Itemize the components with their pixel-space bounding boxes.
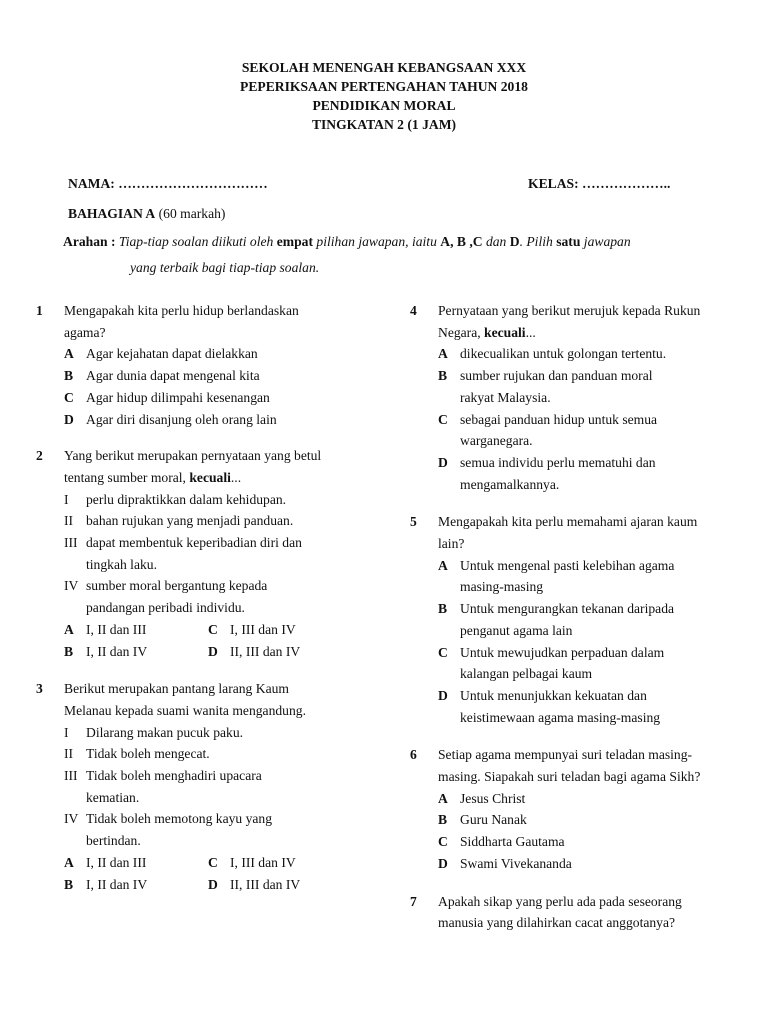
option-d: D Untuk menunjukkan kekuatan dan keistimewaan agama masing-masing	[438, 687, 661, 725]
school-name: SEKOLAH MENENGAH KEBANGSAAN XXX	[241, 60, 527, 75]
question-stem: masing. Siapakah suri teladan bagi agama Sikh?	[438, 769, 701, 785]
statement-ii: II bahan rujukan yang menjadi panduan.	[64, 513, 294, 529]
answer-row	[64, 852, 366, 874]
question-2	[36, 445, 366, 662]
question-6	[410, 744, 740, 874]
question-number: 5	[410, 514, 417, 530]
option-d: D Agar diri disanjung oleh orang lain	[64, 411, 277, 427]
option-a: A I, II dan III	[64, 854, 147, 870]
question-4	[410, 300, 740, 495]
subject-title: PENDIDIKAN MORAL	[312, 98, 456, 113]
question-stem: lain?	[438, 536, 465, 552]
instructions-line-2: yang terbaik bagi tiap-tiap soalan.	[130, 260, 320, 275]
question-stem: Setiap agama mempunyai suri teladan masing-	[438, 747, 693, 763]
option-b: B Guru Nanak	[438, 812, 527, 828]
question-stem: Pernyataan yang berikut merujuk kepada Rukun	[438, 303, 701, 318]
option-c: C I, III dan IV	[208, 854, 296, 870]
form-level: TINGKATAN 2 (1 JAM)	[311, 117, 457, 132]
section-heading	[68, 203, 225, 225]
answer-row	[64, 641, 366, 663]
exam-header	[0, 58, 768, 134]
statement-iv: IV Tidak boleh memotong kayu yang bertindan.	[64, 811, 273, 849]
option-b: B Agar dunia dapat mengenal kita	[64, 368, 260, 384]
option-a: A dikecualikan untuk golongan tertentu.	[438, 346, 667, 362]
question-stem: Berikut merupakan pantang larang Kaum	[64, 681, 289, 697]
question-stem: Melanau kepada suami wanita mengandung.	[64, 702, 306, 718]
question-7	[410, 891, 740, 934]
question-stem: manusia yang dilahirkan cacat anggotanya?	[438, 915, 676, 931]
instructions-line-1: Arahan : Tiap-tiap soalan diikuti oleh empat pilihan jawapan, iaitu A, B ,C dan D. Pilih satu jawapan	[63, 234, 631, 249]
question-number: 7	[410, 893, 417, 909]
statement-ii: II Tidak boleh mengecat.	[64, 746, 210, 762]
exam-title: PEPERIKSAAN PERTENGAHAN TAHUN 2018	[240, 79, 528, 94]
option-c: C sebagai panduan hidup untuk semua warganegara.	[438, 411, 658, 449]
question-stem: tentang sumber moral, kecuali...	[64, 469, 242, 485]
question-5	[410, 511, 740, 728]
option-c: C Agar hidup dilimpahi kesenangan	[64, 389, 270, 405]
option-d: D semua individu perlu mematuhi dan mengamalkannya.	[438, 454, 656, 492]
question-number: 4	[410, 303, 417, 318]
question-stem: Yang berikut merupakan pernyataan yang betul	[64, 448, 322, 464]
answer-row	[64, 619, 366, 641]
option-d: D Swami Vivekananda	[438, 855, 572, 871]
option-a: A Agar kejahatan dapat dielakkan	[64, 346, 258, 362]
question-stem: Negara, kecuali...	[438, 324, 536, 340]
question-number: 6	[410, 747, 417, 763]
instructions-label: Arahan :	[63, 234, 116, 249]
question-stem: Mengapakah kita perlu memahami ajaran kaum	[438, 514, 698, 530]
option-c: C Untuk mewujudkan perpaduan dalam kalangan pelbagai kaum	[438, 644, 665, 682]
section-title: BAHAGIAN A	[68, 206, 156, 221]
option-a: A Untuk mengenal pasti kelebihan agama masing-masing	[438, 557, 675, 595]
option-b: B Untuk mengurangkan tekanan daripada penganut agama lain	[438, 601, 675, 638]
option-a: A Jesus Christ	[438, 790, 526, 806]
option-b: B I, II dan IV	[64, 643, 148, 659]
question-1	[36, 300, 366, 430]
question-3	[36, 678, 366, 895]
option-d: D II, III dan IV	[208, 876, 301, 892]
name-field: NAMA: ……………………………	[68, 176, 268, 191]
question-stem: Apakah sikap yang perlu ada pada seseorang	[438, 893, 682, 909]
option-c: C Siddharta Gautama	[438, 834, 565, 850]
option-d: D II, III dan IV	[208, 643, 301, 659]
option-a: A I, II dan III	[64, 621, 147, 637]
statement-iii: III Tidak boleh menghadiri upacara kematian.	[64, 768, 262, 805]
question-stem: Mengapakah kita perlu hidup berlandaskan	[64, 303, 299, 318]
class-field: KELAS: ………………..	[528, 176, 671, 191]
statement-i: I Dilarang makan pucuk paku.	[64, 724, 244, 740]
question-number: 3	[36, 681, 43, 697]
option-b: B sumber rujukan dan panduan moral rakyat Malaysia.	[438, 368, 653, 405]
answer-row	[64, 874, 366, 896]
option-c: C I, III dan IV	[208, 621, 296, 637]
section-marks: (60 markah)	[155, 206, 226, 221]
left-column	[36, 300, 366, 895]
right-column	[410, 300, 740, 934]
question-stem: agama?	[64, 324, 106, 340]
question-number: 1	[36, 303, 43, 318]
option-b: B I, II dan IV	[64, 876, 148, 892]
statement-iii: III dapat membentuk keperibadian diri dan tingkah laku.	[64, 535, 302, 572]
statement-iv: IV sumber moral bergantung kepada pandangan peribadi individu.	[64, 578, 268, 616]
question-number: 2	[36, 448, 43, 464]
statement-i: I perlu dipraktikkan dalam kehidupan.	[64, 491, 287, 507]
